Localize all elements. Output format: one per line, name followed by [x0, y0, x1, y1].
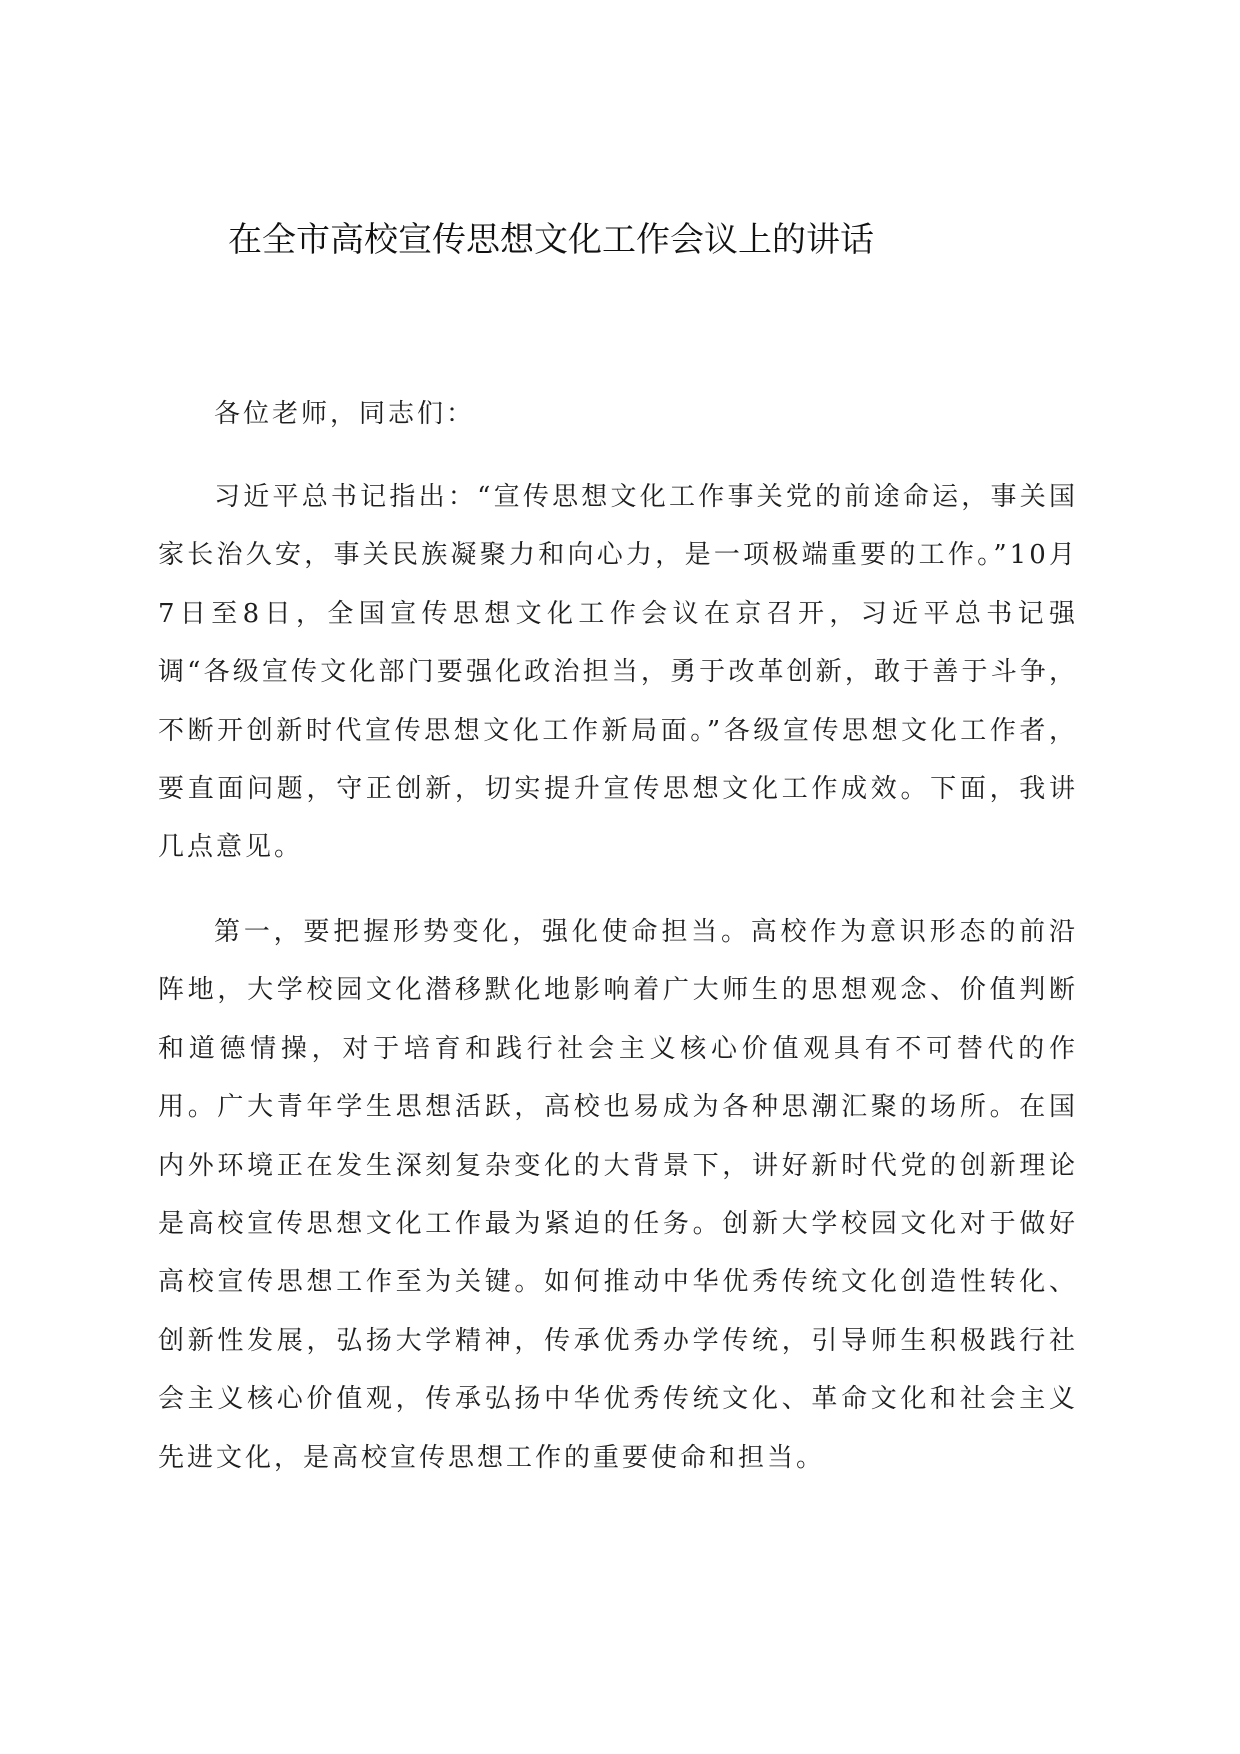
page-title: 在全市高校宣传思想文化工作会议上的讲话: [228, 220, 874, 260]
salutation: 各位老师，同志们：: [214, 399, 476, 429]
paragraph-first-point: 第一，要把握形势变化，强化使命担当。高校作为意识形态的前沿阵地，大学校园文化潜移默化地影响着广大师生的思想观念、价值判断和道德情操，对于培育和践行社会主义核心价值观具有不可替代的作用。广大青年学生思想活跃，高校也易成为各种思潮汇聚的场所。在国内外环境正在发生深刻复杂变化的大背景下，讲好新时代党的创新理论是高校宣传思想文化工作最为紧迫的任务。创新大学校园文化对于做好高校宣传思想工作至为关键。如何推动中华优秀传统文化创造性转化、创新性发展，弘扬大学精神，传承优秀办学传统，引导师生积极践行社会主义核心价值观，传承弘扬中华优秀传统文化、革命文化和社会主义先进文化，是高校宣传思想工作的重要使命和担当。: [158, 917, 1078, 1473]
paragraph-intro: 习近平总书记指出：“宣传思想文化工作事关党的前途命运，事关国家长治久安，事关民族凝聚力和向心力，是一项极端重要的工作。”10月7日至8日，全国宣传思想文化工作会议在京召开，习近平总书记强调“各级宣传文化部门要强化政治担当，勇于改革创新，敢于善于斗争，不断开创新时代宣传思想文化工作新局面。”各级宣传思想文化工作者，要直面问题，守正创新，切实提升宣传思想文化工作成效。下面，我讲几点意见。: [158, 482, 1078, 863]
